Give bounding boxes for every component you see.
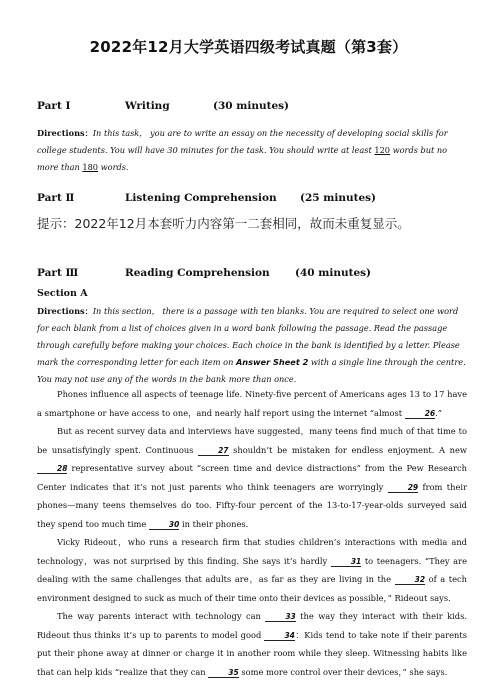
- part1-directions: [37, 125, 467, 176]
- passage-text: in their phones.: [179, 518, 249, 529]
- min-words: 120: [374, 145, 390, 155]
- exam-title: 2022年12月大学英语四级考试真题（第3套）: [89, 38, 408, 56]
- part3-label: Part Ⅲ: [37, 267, 79, 279]
- blank-29: 29: [388, 483, 418, 493]
- part1-directions-text: In this task， you are to write an essay on the necessity of developing social skills for college students. You will have 30 minutes for the task. You should write at least: [37, 128, 448, 155]
- blank-31: 31: [331, 557, 361, 567]
- passage-paragraph-3: [37, 533, 467, 607]
- part3-directions-label: Directions：: [37, 306, 93, 316]
- part1-directions-label: Directions：: [37, 128, 93, 138]
- part3-directions-text-2: with a single line through the centre. You may not use any of the words in the bank more than once.: [37, 357, 466, 384]
- passage-text: to teenagers. “They are dealing with the same challenges that adults are，as far as they are living in the: [37, 555, 467, 584]
- section-a-heading: Section A: [37, 288, 88, 299]
- blank-33: 33: [265, 612, 295, 622]
- blank-30: 30: [149, 520, 179, 530]
- listening-notice: 提示：2022年12月本套听力内容第一二套相同，故而未重复显示。: [37, 216, 410, 231]
- passage-text: shouldn’t be mistaken for endless enjoyment. A new: [228, 444, 467, 455]
- passage-text: ：Kids tend to take note if their parents put their phone away at dinner or charge it in another room while they sleep. Witnessing habits like that can help kids “realize that they can: [37, 629, 467, 677]
- passage-text: .”: [435, 407, 443, 418]
- answer-sheet-ref: Answer Sheet 2: [235, 357, 309, 367]
- blank-26: 26: [405, 409, 435, 419]
- passage-text: from their phones—many teens themselves do too. Fifty-four percent of the 13-to-17-year-olds surveyed said they spend too much time: [37, 481, 467, 529]
- max-words: 180: [82, 162, 99, 172]
- passage-paragraph-1: [37, 385, 467, 422]
- passage-text: some more control over their devices，” she says.: [238, 666, 448, 677]
- part3-directions: [37, 303, 467, 388]
- blank-34: 34: [264, 631, 294, 641]
- blank-32: 32: [395, 575, 425, 585]
- part2-label: Part Ⅱ: [37, 192, 75, 204]
- blank-28: 28: [37, 464, 67, 474]
- part3-time: (40 minutes): [295, 267, 372, 279]
- passage-text: Vicky Rideout，who runs a research firm that studies children’s interactions with media and technology，was not surprised by this finding. She says it’s hardly: [37, 537, 467, 566]
- passage-text: representative survey about “screen time and device distractions” from the Pew Research Center indicates that it’s not just parents who think teenagers are worryingly: [37, 463, 467, 492]
- passage-text: Phones influence all aspects of teenage life. Ninety-five percent of Americans ages 13 to 17 have a smartphone or have access to one，and nearly half report using the internet “almost: [37, 389, 467, 418]
- part2-time: (25 minutes): [300, 192, 377, 204]
- part3-directions-text: In this section， there is a passage with ten blanks. You are required to select one word for each blank from a list of choices given in a word bank following the passage. Read the passage through carefully before making your choices. Each choice in the bank is identified by a letter. Please mark the corresponding letter for each item on: [37, 306, 460, 367]
- passage-paragraph-2: [37, 422, 467, 533]
- passage-paragraph-4: [37, 607, 467, 681]
- reading-passage: [37, 385, 467, 681]
- part2-name: Listening Comprehension: [125, 192, 277, 204]
- blank-27: 27: [198, 446, 228, 456]
- part1-label: Part Ⅰ: [37, 100, 71, 112]
- blank-35: 35: [208, 668, 238, 678]
- part1-name: Writing: [125, 100, 170, 112]
- passage-text: the way they interact with their kids. Rideout thus thinks it’s up to parents to model good: [37, 611, 467, 640]
- passage-text: of a tech environment designed to suck as much of their time onto their devices as possible，” Rideout says.: [37, 574, 467, 603]
- passage-text: But as recent survey data and interviews have suggested，many teens find much of that time to be unsatisfyingly spent. Continuous: [37, 426, 467, 455]
- part1-time: (30 minutes): [213, 100, 290, 112]
- passage-text: The way parents interact with technology can: [57, 611, 266, 621]
- part1-directions-text-2: words but no more than: [37, 145, 448, 172]
- part3-name: Reading Comprehension: [125, 267, 270, 279]
- part1-directions-text-3: words.: [98, 162, 129, 172]
